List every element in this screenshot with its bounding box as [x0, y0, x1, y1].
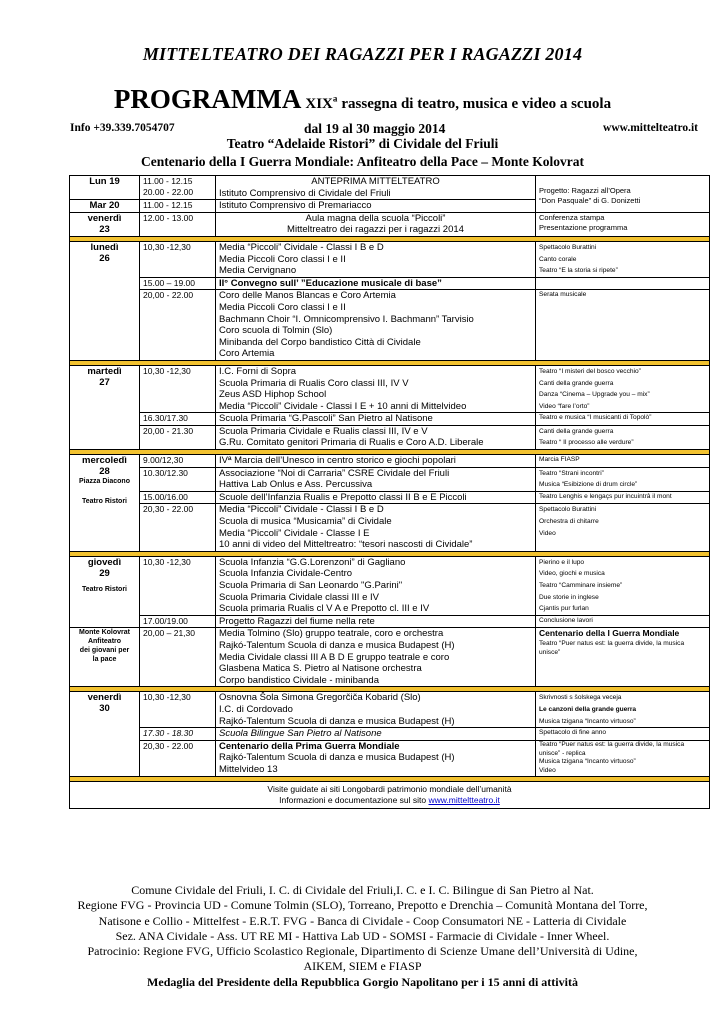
credits-medal: Medaglia del Presidente della Repubblica Gorgio Napolitano per i 15 anni di attività — [147, 974, 578, 989]
event-cell: Centenario della Prima Guerra Mondiale Rajkó-Talentum Scuola di danza e musica Budapest (H) Mittelvideo 13 — [216, 740, 536, 776]
day-cell: Mar 20 — [70, 200, 140, 213]
note-cell: Spettacolo Burattini Orchestra di chitarre Video — [536, 504, 710, 551]
programma-subtitle: rassegna di teatro, musica e video a scuola — [341, 96, 612, 112]
time-cell: 17.30 - 18.30 — [140, 728, 216, 741]
time-cell: 20,00 - 21.30 — [140, 425, 216, 449]
time-cell: 17.00/19.00 — [140, 615, 216, 628]
note-cell: Teatro e musica “I musicanti di Topolò” — [536, 413, 710, 426]
table-row — [70, 212, 710, 236]
event-cell: Coro delle Manos Blancas e Coro Artemia Media Piccoli Coro classi I e II Bachmann Choir “I. Omnicomprensivo I. Bachmann” Tarvisio Coro scuola di Tolmin (Slo) Minibanda del Corpo bandistico Città di Cividale Coro Artemia — [216, 290, 536, 361]
time-cell: 20,30 - 22.00 — [140, 740, 216, 776]
note-cell: Progetto: Ragazzi all’Opera “Don Pasquale” di G. Donizetti — [536, 176, 710, 213]
note-cell — [536, 277, 710, 290]
note-cell: Spettacolo di fine anno — [536, 728, 710, 741]
event-dates: dal 19 al 30 maggio 2014 — [304, 121, 446, 136]
place-label: Teatro Ristori — [82, 498, 127, 506]
time-cell: 10,30 -12,30 — [140, 692, 216, 728]
footer-visits: Visite guidate ai siti Longobardi patrimonio mondiale dell’umanità — [267, 783, 512, 794]
note-cell: Conferenza stampa Presentazione programma — [536, 212, 710, 236]
time-cell: 10.30/12.30 — [140, 467, 216, 491]
table-row — [70, 692, 710, 728]
note-cell: Centenario della I Guerra Mondiale Teatro “Puer natus est: la guerra divide, la musica unisce” — [536, 628, 710, 687]
note-cell: Serata musicale — [536, 290, 710, 361]
credits-line: Natisone e Collio - Mittelfest - E.R.T. FVG - Banca di Cividale - Coop Consumatori NE - Latteria di Cividale — [98, 913, 627, 928]
footer-link[interactable]: www.mitteltteatro.it — [428, 794, 500, 805]
note-cell: Teatro “Puer natus est: la guerra divide, la musica unisce” - replica Musica tzigana “Incanto virtuoso” Video — [536, 740, 710, 776]
edition-sup: a — [332, 93, 338, 104]
event-cell: Aula magna della scuola “Piccoli” Mitteltreatro dei ragazzi per i ragazzi 2014 — [216, 212, 536, 236]
credits-line: Sez. ANA Cividale - Ass. UT RE MI - Hattiva Lab UD - SOMSI - Farmacie di Cividale - Inner Wheel. — [115, 928, 610, 943]
event-cell: II° Convegno sull’ ”Educazione musicale di base” — [216, 277, 536, 290]
place-label: Teatro Ristori — [82, 585, 127, 593]
credits-line: AIKEM, SIEM e FIASP — [303, 959, 422, 974]
time-cell: 11.00 - 12.15 — [140, 200, 216, 213]
event-cell: Osnovna Šola Simona Gregorčiča Kobarid (Slo) I.C. di Cordovado Rajkó-Talentum Scuola di danza e musica Budapest (H) — [216, 692, 536, 728]
table-row — [70, 740, 710, 776]
time-cell: 20,30 - 22.00 — [140, 504, 216, 551]
table-row — [70, 556, 710, 615]
time-cell: 20,00 – 21,30 — [140, 628, 216, 687]
centenario-line: Centenario della I Guerra Mondiale: Anfiteatro della Pace – Monte Kolovrat — [141, 154, 584, 169]
edition-number: XIX — [305, 96, 333, 112]
table-row — [70, 176, 710, 200]
time-cell: 16.30/17.30 — [140, 413, 216, 426]
time-cell: 11.00 - 12.15 20.00 - 22.00 — [140, 176, 216, 200]
event-cell: Scuola Primaria “G.Pascoli” San Pietro al Natisone — [216, 413, 536, 426]
event-cell: Associazione “Noi di Carraria” CSRE Cividale del Friuli Hattiva Lab Onlus e Ass. Percussiva — [216, 467, 536, 491]
table-row — [70, 413, 710, 426]
table-row — [70, 491, 710, 504]
day-cell: martedì 27 — [70, 365, 140, 449]
table-row — [70, 290, 710, 361]
day-cell: venerdì 30 — [70, 692, 140, 777]
website-text: www.mittelteatro.it — [603, 122, 698, 134]
event-cell: Istituto Comprensivo di Premariacco — [216, 200, 536, 213]
time-cell: 10,30 -12,30 — [140, 365, 216, 412]
note-cell: Canti della grande guerra Teatro “ Il processo alle verdure” — [536, 425, 710, 449]
day-cell: Lun 19 — [70, 176, 140, 200]
info-row — [70, 121, 698, 137]
table-row — [70, 628, 710, 687]
day-cell: venerdì 23 — [70, 212, 140, 236]
table-row — [70, 467, 710, 491]
time-cell: 12.00 - 13.00 — [140, 212, 216, 236]
event-cell: Scuole dell’Infanzia Rualis e Prepotto classi II B e E Piccoli — [216, 491, 536, 504]
table-row — [70, 728, 710, 741]
note-cell: Pierino e il lupo Video, giochi e musica Teatro “Camminare insieme” Due storie in inglese Cjantis pur furlan — [536, 556, 710, 615]
footer-info: Informazioni e documentazione sul sito www.mitteltteatro.it — [279, 794, 500, 805]
programma-heading — [0, 84, 725, 115]
info-phone: Info +39.339.7054707 — [70, 122, 175, 134]
day-cell: mercoledì 28 Piazza Diacono Teatro Ristori — [70, 455, 140, 552]
time-cell: 9.00/12,30 — [140, 455, 216, 468]
credits-line: Regione FVG - Provincia UD - Comune Tolmin (SLO), Torreano, Prepotto e Drenchia – Comunità Montana del Torre, — [77, 898, 648, 913]
event-cell: Scuola Bilingue San Pietro al Natisone — [216, 728, 536, 741]
table-row — [70, 425, 710, 449]
day-cell: lunedì 26 — [70, 241, 140, 360]
note-cell: Spettacolo Burattini Canto corale Teatro “E la storia si ripete” — [536, 241, 710, 277]
table-row — [70, 241, 710, 277]
note-cell: Teatro “I misteri del bosco vecchio” Canti della grande guerra Danza “Cinema – Upgrade you – mix” Video “fare l’orto” — [536, 365, 710, 412]
place-label: Piazza Diacono — [79, 478, 130, 486]
table-footer — [70, 781, 710, 808]
event-cell: I.C. Forni di Sopra Scuola Primaria di Rualis Coro classi III, IV V Zeus ASD Hiphop School Media “Piccoli” Cividale - Classi I E + 10 anni di Mittelvideo — [216, 365, 536, 412]
time-cell: 10,30 -12,30 — [140, 241, 216, 277]
time-cell: 20,00 - 22.00 — [140, 290, 216, 361]
time-cell: 15.00 – 19.00 — [140, 277, 216, 290]
event-cell: ANTEPRIMA MITTELTEATRO Istituto Comprensivo di Cividale del Friuli — [216, 176, 536, 200]
note-cell: Marcia FIASP — [536, 455, 710, 468]
note-cell: Conclusione lavori — [536, 615, 710, 628]
table-row — [70, 365, 710, 412]
note-cell: Teatro “Strani incontri” Musica “Esibizione di drum circle” — [536, 467, 710, 491]
table-footer-row — [70, 781, 710, 808]
note-cell: Skrivnosti s šolskega veceja Le canzoni della grande guerra Musica tzigana “Incanto virtuoso” — [536, 692, 710, 728]
venue-line: Teatro “Adelaide Ristori” di Cividale del Friuli — [226, 136, 499, 151]
event-cell: Scuola Infanzia “G.G.Lorenzoni” di Gagliano Scuola Infanzia Cividale-Centro Scuola Primaria di San Leonardo "G.Parini" Scuola Primaria Cividale classi III e IV Scuola primaria Rualis cl V A e Prepotto cl. III e IV — [216, 556, 536, 615]
programma-word: PROGRAMMA — [113, 84, 302, 114]
event-cell: Media Tolmino (Slo) gruppo teatrale, coro e orchestra Rajkó-Talentum Scuola di danza e musica Budapest (H) Media Cividale classi III A B D E gruppo teatrale e coro Glasbena Matica S. Pietro al Natisone orchestra Corpo bandistico Cividale - minibanda — [216, 628, 536, 687]
event-cell: Scuola Primaria Cividale e Rualis classi III, IV e V G.Ru. Comitato genitori Primaria di Rualis e Coro A.D. Liberale — [216, 425, 536, 449]
table-row — [70, 455, 710, 468]
table-row — [70, 277, 710, 290]
document-title: MITTELTEATRO DEI RAGAZZI PER I RAGAZZI 2014 — [142, 44, 583, 64]
day-cell: giovedì 29 Teatro Ristori — [70, 556, 140, 628]
table-row — [70, 504, 710, 551]
event-cell: Media “Piccoli” Cividale - Classi I B e D Scuola di musica “Musicamia” di Cividale Media “Piccoli” Cividale - Classe I E 10 anni di video del Mitteltreatro: “tesori nascosti di Cividale” — [216, 504, 536, 551]
table-row — [70, 615, 710, 628]
event-cell: IVª Marcia dell’Unesco in centro storico e giochi popolari — [216, 455, 536, 468]
program-table — [69, 175, 710, 809]
event-cell: Progetto Ragazzi del fiume nella rete — [216, 615, 536, 628]
event-cell: Media “Piccoli” Cividale - Classi I B e D Media Piccoli Coro classi I e II Media Cervignano — [216, 241, 536, 277]
time-cell: 15.00/16.00 — [140, 491, 216, 504]
credits-line: Comune Cividale del Friuli, I. C. di Cividale del Friuli,I. C. e I. C. Bilingue di San Pietro al Nat. — [131, 883, 594, 897]
credits-line: Patrocinio: Regione FVG, Ufficio Scolastico Regionale, Dipartimento di Scienze Umane dell’Università di Udine, — [87, 944, 638, 959]
credits-block — [0, 883, 725, 990]
time-cell: 10,30 -12,30 — [140, 556, 216, 615]
note-cell: Teatro Lenghis e lengaçs pur incuintrâ il mont — [536, 491, 710, 504]
place-cell: Monte Kolovrat Anfiteatro dei giovani per la pace — [70, 628, 140, 687]
